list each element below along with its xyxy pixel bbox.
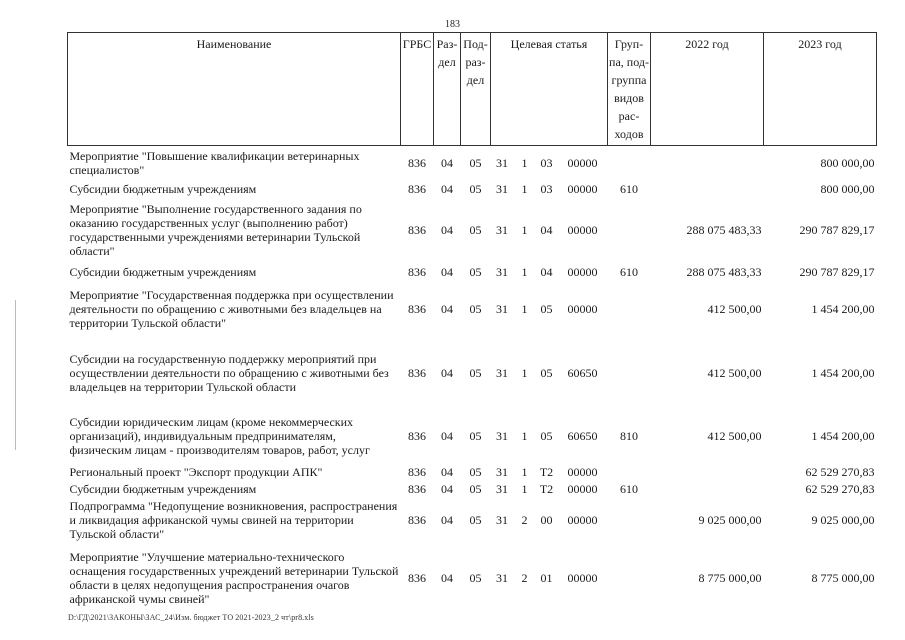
row-expense-group: 610 — [620, 481, 638, 496]
row-amount-2022: 412 500,00 — [707, 365, 762, 380]
row-podrazdel: 05 — [469, 481, 482, 496]
row-expense-group: 810 — [620, 429, 638, 443]
row-expense-group: 610 — [620, 264, 638, 279]
row-name: Субсидии бюджетным учреждениям — [69, 182, 257, 196]
table-row — [68, 281, 877, 337]
row-target-program: 31 — [496, 481, 508, 496]
row-razdel: 04 — [441, 571, 453, 585]
row-target-event: 04 — [540, 264, 553, 279]
header-grbs: ГРБС — [401, 33, 434, 146]
table-row — [68, 497, 877, 544]
row-grbs: 836 — [408, 156, 426, 171]
row-target-program: 31 — [496, 264, 508, 279]
row-name: Мероприятие "Повышение квалификации ветеринарных специалистов" — [69, 149, 360, 178]
row-amount-2022: 9 025 000,00 — [698, 513, 762, 527]
table-header-row — [68, 33, 877, 146]
table-row — [68, 464, 877, 481]
row-amount-2023: 800 000,00 — [820, 182, 875, 196]
row-target-subprogram: 1 — [521, 429, 528, 443]
table-row — [68, 481, 877, 497]
row-razdel: 04 — [441, 223, 453, 237]
row-razdel: 04 — [441, 365, 453, 380]
row-razdel: 04 — [441, 481, 453, 496]
row-target-direction: 00000 — [567, 156, 598, 171]
row-amount-2023: 8 775 000,00 — [811, 571, 875, 585]
table-row — [68, 181, 877, 198]
row-target-direction: 60650 — [567, 365, 598, 380]
row-target-direction: 00000 — [567, 223, 598, 237]
row-amount-2023: 9 025 000,00 — [811, 513, 875, 527]
row-expense-group — [608, 337, 651, 409]
table-row — [68, 337, 877, 409]
row-name: Мероприятие "Улучшение материально-технического оснащения государственных учреждений ветеринарии Тульской области в целях недопущения распространения очагов африканской чумы свиней" — [69, 550, 399, 606]
row-podrazdel: 05 — [469, 301, 482, 316]
table-body — [68, 146, 877, 613]
row-target-event: Т2 — [539, 481, 554, 496]
row-amount-2023: 1 454 200,00 — [811, 301, 875, 316]
row-target-event: Т2 — [539, 465, 554, 479]
row-target-subprogram: 2 — [521, 571, 528, 585]
row-amount-2022 — [651, 181, 764, 198]
row-name: Субсидии юридическим лицам (кроме некоммерческих организаций), индивидуальным предпринимателям, физическим лицам - производителям товаров, работ, услуг — [69, 415, 370, 457]
row-amount-2022 — [651, 464, 764, 481]
row-podrazdel: 05 — [469, 513, 482, 527]
row-expense-group — [608, 146, 651, 181]
row-podrazdel: 05 — [469, 156, 482, 171]
row-target-event: 03 — [540, 156, 553, 171]
row-grbs: 836 — [408, 264, 426, 279]
row-podrazdel: 05 — [469, 465, 482, 479]
table-row — [68, 409, 877, 464]
row-razdel: 04 — [441, 264, 453, 279]
table-row — [68, 544, 877, 613]
table-row — [68, 146, 877, 181]
row-podrazdel: 05 — [469, 264, 482, 279]
row-grbs: 836 — [408, 513, 426, 527]
row-grbs: 836 — [408, 465, 426, 479]
row-amount-2023: 1 454 200,00 — [811, 365, 875, 380]
row-target-program: 31 — [496, 365, 508, 380]
row-target-program: 31 — [496, 301, 508, 316]
row-target-subprogram: 1 — [521, 481, 528, 496]
row-target-subprogram: 2 — [521, 513, 528, 527]
row-name: Мероприятие "Государственная поддержка при осуществлении деятельности по обращению с животными без владельцев на территории Тульской области" — [69, 287, 394, 330]
row-amount-2023: 800 000,00 — [820, 156, 875, 171]
row-target-direction: 00000 — [567, 264, 598, 279]
row-amount-2022: 412 500,00 — [707, 301, 762, 316]
row-target-direction: 00000 — [567, 465, 598, 479]
row-target-direction: 00000 — [567, 182, 598, 196]
row-name: Субсидии бюджетным учреждениям — [69, 264, 257, 279]
row-target-program: 31 — [496, 156, 508, 171]
row-expense-group — [608, 198, 651, 263]
row-target-subprogram: 1 — [521, 365, 528, 380]
budget-table — [67, 32, 877, 613]
row-target-direction: 00000 — [567, 513, 598, 527]
row-target-subprogram: 1 — [521, 156, 528, 171]
row-expense-group — [608, 464, 651, 481]
row-target-program: 31 — [496, 223, 508, 237]
row-target-event: 03 — [540, 182, 553, 196]
row-amount-2023: 62 529 270,83 — [805, 481, 875, 496]
row-amount-2022: 288 075 483,33 — [686, 264, 762, 279]
page-number: 183 — [445, 19, 460, 30]
row-target-event: 04 — [540, 223, 553, 237]
row-podrazdel: 05 — [469, 571, 482, 585]
table-row — [68, 263, 877, 281]
table-row — [68, 198, 877, 263]
row-podrazdel: 05 — [469, 365, 482, 380]
row-amount-2022: 412 500,00 — [707, 429, 762, 443]
row-name: Региональный проект "Экспорт продукции АПК" — [69, 465, 323, 479]
header-name: Наименование — [68, 33, 401, 146]
row-target-subprogram: 1 — [521, 301, 528, 316]
margin-mark — [15, 300, 16, 450]
header-podrazdel: Под- раз- дел — [461, 33, 491, 146]
header-razdel: Раз- дел — [434, 33, 461, 146]
row-target-direction: 00000 — [567, 571, 598, 585]
row-target-program: 31 — [496, 429, 508, 443]
row-target-direction: 00000 — [567, 481, 598, 496]
row-name: Субсидии на государственную поддержку мероприятий при осуществлении деятельности по обращению с животными без владельцев на территории Тульской области — [69, 351, 389, 394]
row-podrazdel: 05 — [469, 223, 482, 237]
row-grbs: 836 — [408, 301, 426, 316]
header-expense-group: Груп- па, под- группа видов рас- ходов — [608, 33, 651, 146]
row-grbs: 836 — [408, 365, 426, 380]
row-target-subprogram: 1 — [521, 465, 528, 479]
row-razdel: 04 — [441, 301, 453, 316]
row-target-direction: 60650 — [567, 429, 598, 443]
row-amount-2023: 290 787 829,17 — [799, 264, 875, 279]
row-grbs: 836 — [408, 223, 426, 237]
row-amount-2022: 288 075 483,33 — [686, 223, 762, 237]
row-amount-2022 — [651, 481, 764, 497]
row-amount-2023: 1 454 200,00 — [811, 429, 875, 443]
row-target-subprogram: 1 — [521, 223, 528, 237]
row-name: Подпрограмма "Недопущение возникновения, распространения и ликвидация африканской чумы свиней на территории Тульской области" — [69, 499, 398, 541]
row-target-event: 05 — [540, 365, 553, 380]
row-target-program: 31 — [496, 465, 508, 479]
row-podrazdel: 05 — [469, 182, 482, 196]
row-expense-group — [608, 544, 651, 613]
header-target-article: Целевая статья — [491, 33, 608, 146]
row-grbs: 836 — [408, 182, 426, 196]
row-expense-group — [608, 497, 651, 544]
row-razdel: 04 — [441, 156, 453, 171]
footer-file-path: D:\ГД\2021\ЗАКОНЫ\ЗАС_24\Изм. бюджет ТО 2021-2023_2 чт\pr8.xls — [68, 613, 314, 622]
row-expense-group — [608, 281, 651, 337]
row-amount-2022 — [651, 146, 764, 181]
header-year-2023: 2023 год — [764, 33, 877, 146]
row-target-direction: 00000 — [567, 301, 598, 316]
row-target-event: 00 — [540, 513, 553, 527]
row-target-program: 31 — [496, 513, 508, 527]
row-podrazdel: 05 — [469, 429, 482, 443]
row-name: Мероприятие "Выполнение государственного задания по оказанию государственных услуг (выполнению работ) государственными учреждениями ветеринарии Тульской области" — [69, 202, 362, 258]
row-razdel: 04 — [441, 182, 453, 196]
header-year-2022: 2022 год — [651, 33, 764, 146]
row-target-program: 31 — [496, 182, 508, 196]
row-amount-2023: 62 529 270,83 — [805, 465, 875, 479]
row-amount-2022: 8 775 000,00 — [698, 571, 762, 585]
row-razdel: 04 — [441, 429, 453, 443]
row-grbs: 836 — [408, 481, 426, 496]
row-target-event: 01 — [540, 571, 553, 585]
row-grbs: 836 — [408, 571, 426, 585]
row-amount-2023: 290 787 829,17 — [799, 223, 875, 237]
row-target-event: 05 — [540, 301, 553, 316]
row-grbs: 836 — [408, 429, 426, 443]
row-razdel: 04 — [441, 513, 453, 527]
row-target-event: 05 — [540, 429, 553, 443]
row-razdel: 04 — [441, 465, 453, 479]
row-target-program: 31 — [496, 571, 508, 585]
row-expense-group: 610 — [620, 182, 638, 196]
row-target-subprogram: 1 — [521, 182, 528, 196]
row-name: Субсидии бюджетным учреждениям — [69, 481, 257, 496]
row-target-subprogram: 1 — [521, 264, 528, 279]
